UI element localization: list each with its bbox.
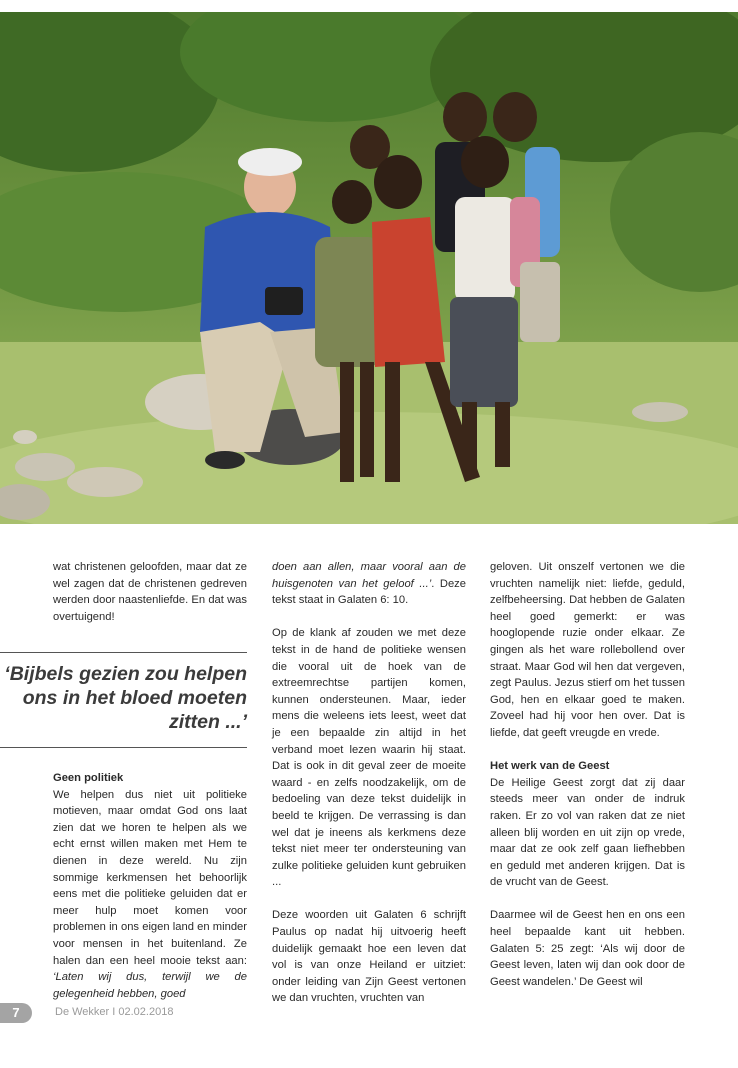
- col3-paragraph-3: Daarmee wil de Geest hen en ons een heel bepaalde kant uit hebben. Galaten 5: 25 zegt: ‘Als wij door de Geest leven, laten wij dan ook door de Geest wandelen.’ De Geest wil: [490, 909, 685, 988]
- footer-publication: De Wekker: [55, 1006, 110, 1018]
- col3-paragraph-2: De Heilige Geest zorgt dat zij daar steeds meer van onder de indruk raken. Er zo vol van raken dat ze niet alleen blij worden en uit zijn op vrede, maar dat ze ook zelf gaan liefhebben en geduld met anderen krijgen. Dat is de vrucht van de Geest.: [490, 776, 685, 889]
- photo-illustration: [0, 12, 738, 524]
- col2-paragraph-1-text: . Deze tekst staat in Galaten 6: 10.: [272, 577, 466, 607]
- col1-paragraph-2-text: We helpen dus niet uit politieke motieven, maar omdat God ons laat zien dat we horen te helpen als we echt ernst willen maken met Hem te dienen in deze wereld. Nu zijn sommige kerkmensen het behoorlijk eens met die politieke geluiden dat er meer hulp moet komen voor problemen in ons eigen land en minder voor mensen in het buitenland. Ze halen dan een heel mooie tekst aan:: [53, 788, 247, 967]
- col2-paragraph-1: [272, 559, 466, 609]
- col2-paragraph-3: Deze woorden uit Galaten 6 schrijft Paulus op nadat hij uitvoerig heeft duidelijk gemaakt hoe een leven dat vol is van onze Heiland er uitziet: onder leiding van Zijn Geest vertonen we dan vruchten, vruchten van: [272, 909, 466, 1005]
- section-heading-geen-politiek: Geen politiek: [53, 772, 124, 784]
- pull-quote-text: ‘Bijbels gezien zou helpen ons in het bloed moeten zitten ...’: [4, 663, 247, 733]
- footer-separator: I: [112, 1006, 116, 1018]
- col1-paragraph-2-quote: ‘Laten wij dus, terwijl we de gelegenheid hebben, goed: [53, 971, 247, 1000]
- column-1: [53, 559, 247, 625]
- col2-paragraph-2: Op de klank af zouden we met deze tekst in de hand de politieke wensen die vooral uit de hoek van de extreemrechtse partijen komen, kunnen ondersteunen. Maar, ieder mens die weleens iets leest, weet dat je een bepaalde zin altijd in het verband moet lezen waarin hij staat. Dat is ook in dit geval zeer de moeite waard - en zelfs noodzakelijk, om de bedoeling van deze tekst duidelijk in beeld te krijgen. De verrassing is dan wel dat je ineens als kerkmens deze tekst niet meer ter ondersteuning van zulke politieke geluiden kunt gebruiken ...: [272, 627, 466, 889]
- article-photo: [0, 12, 738, 524]
- column-3: [490, 559, 685, 990]
- column-1-continued: [53, 770, 247, 1002]
- page-number-badge: 7: [0, 1003, 32, 1023]
- col2-paragraph-1-quote: doen aan allen, maar vooral aan de huisgenoten van het geloof ...’: [272, 561, 466, 590]
- col3-paragraph-1: geloven. Uit onszelf vertonen we die vruchten namelijk niet: liefde, geduld, zelfbeheersing. Dat hebben de Galaten heel goed gemerkt: er was hooglopende ruzie onder elkaar. Ze gingen als het ware rollebollend over straat. Maar God wil hen dat vergeven, zegt Paulus. Jezus stierf om het tussen God, hen en elkaar goed te maken. Zoveel had hij voor hen over. Dat is liefde, dat geeft vreugde en vrede.: [490, 561, 685, 739]
- pull-quote: [0, 652, 247, 748]
- footer-date: 02.02.2018: [118, 1006, 174, 1018]
- column-2: [272, 559, 466, 1007]
- col1-paragraph-1: wat christenen geloofden, maar dat ze wel zagen dat de christenen gedreven werden door naastenliefde. En dat was overtuigend!: [53, 561, 247, 623]
- section-heading-werk-van-de-geest: Het werk van de Geest: [490, 760, 610, 773]
- footer-publication-line: [55, 1006, 173, 1018]
- col1-paragraph-2: [53, 787, 247, 1003]
